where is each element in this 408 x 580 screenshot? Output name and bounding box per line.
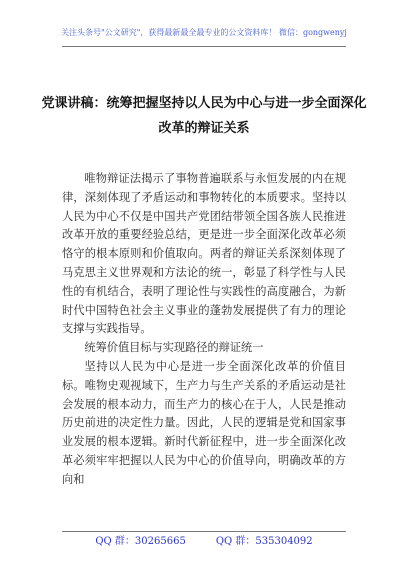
footer-qq-group-2: QQ 群：535304092 <box>215 536 313 547</box>
footer <box>0 535 408 549</box>
footer-divider <box>62 531 346 532</box>
section-subheading: 统筹价值目标与实现路径的辩证统一 <box>84 341 264 355</box>
document-body <box>62 170 346 490</box>
document-title-line-2: 改革的辩证关系 <box>158 121 250 136</box>
body-paragraph-2: 坚持以人民为中心是进一步全面深化改革的价值目标。唯物史观视域下，生产力与生产关系的矛盾运动是社会发展的根本动力，而生产力的核心在于人，人民是推动历史前进的决定性力量。因此，人民的逻辑是党和国家事业发展的根本逻辑。新时代新征程中，进一步全面深化改革必须牢牢把握以人民为中心的价值导向，明确改革的方向和 <box>62 359 346 486</box>
header-divider <box>62 46 346 47</box>
header-banner: 关注头条号"公文研究"，获得最新最全最专业的公文资料库！ 微信：gongwenyj <box>61 28 347 37</box>
body-paragraph-1: 唯物辩证法揭示了事物普遍联系与永恒发展的内在规律，深刻体现了矛盾运动和事物转化的本质要求。坚持以人民为中心不仅是中国共产党团结带领全国各族人民推进改革开放的重要经验总结，更是进一步全面深化改革必须恪守的根本原则和价值取向。两者的辩证关系深刻体现了马克思主义世界观和方法论的统一，彰显了科学性与人民性的有机结合，表明了理论性与实践性的高度融合，为新时代中国特色社会主义事业的蓬勃发展提供了有力的理论支撑与实践指导。 <box>62 172 346 336</box>
footer-qq-group-1: QQ 群：30265665 <box>95 536 186 547</box>
document-title-line-1: 党课讲稿：统筹把握坚持以人民为中心与进一步全面深化 <box>41 96 367 111</box>
